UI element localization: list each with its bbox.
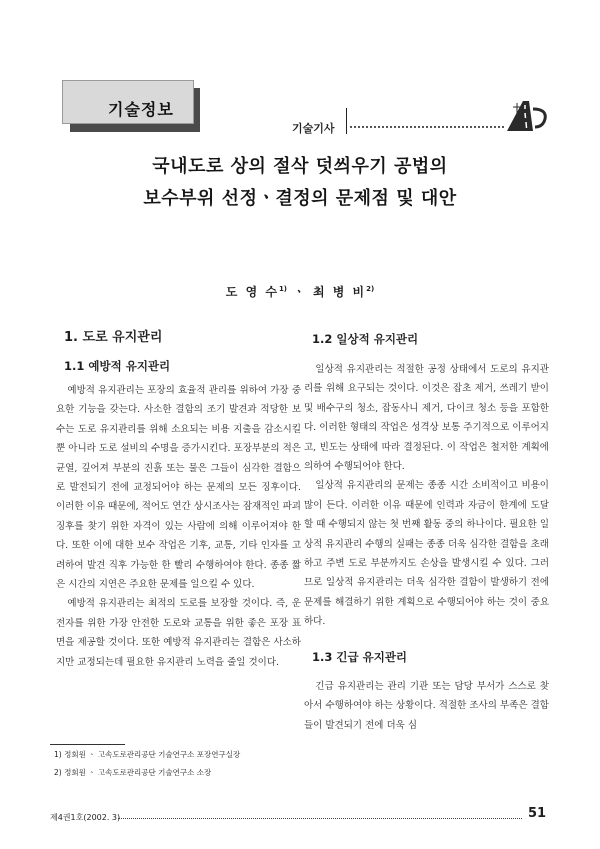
footnote-rule <box>50 744 125 745</box>
article-title-line-2: 보수부위 선정ㆍ결정의 문제점 및 대안 <box>143 188 457 209</box>
paragraph: 예방적 유지관리는 최적의 도로를 보장할 것이다. 즉, 운전자를 위한 가장 안전한 도로와 교통을 위한 좋은 포장 표면을 제공할 것이다. 또한 예방적 유지관리는 결함은 사소하지만 교정되는데 필요한 유지관리 노력을 줄일 것이다. <box>56 598 301 668</box>
subcategory-label: 기술기사 <box>292 122 335 135</box>
authors <box>0 283 600 300</box>
right-column-body-1 <box>304 360 549 632</box>
footnote-1: 1) 정회원 ㆍ 고속도로관리공단 기술연구소 포장연구실장 <box>54 750 241 759</box>
author-2-mark: 2) <box>366 285 375 293</box>
author-1: 도 영 수 <box>225 285 279 299</box>
header-dotted-rule <box>350 126 504 128</box>
header-divider <box>346 108 347 134</box>
paragraph: 예방적 유지관리는 포장의 효율적 관리를 위하여 가장 중요한 기능을 갖는다. 사소한 결함의 조기 발견과 적당한 보수는 도로 유지관리를 위해 소요되는 비용 지출을 감소시킬 뿐 아니라 도로 설비의 수명을 증가시킨다. 포장부분의 적은 균열, 깊어져 부분의 진흙 또는 물은 그들이 심각한 결함으로 발전되기 전에 교정되어야 하는 문제의 모든 징후이다. 이러한 이유 때문에, 적어도 연간 상시조사는 잠재적인 파괴 징후를 찾기 위한 자격이 있는 사람에 의해 이루어져야 한다. 또한 이에 대한 보수 작업은 기후, 교통, 기타 인자를 고려하여 발견 직후 가능한 한 빨리 수행하여야 한다. 종종 짧은 시간의 지연은 주요한 문제를 일으킬 수 있다. <box>56 385 301 591</box>
paragraph: 일상적 유지관리는 적절한 공정 상태에서 도로의 유지관리를 위해 요구되는 것이다. 이것은 잡초 제거, 쓰레기 받이 및 배수구의 청소, 잡동사니 제거, 다이크 청소 등을 포함한다. 이러한 형태의 작업은 성격상 보통 주기적으로 이루어지고, 빈도는 상태에 따라 결정된다. 이 작업은 철저한 계획에 의하여 수행되어야 한다. <box>304 364 549 473</box>
paragraph: 긴급 유지관리는 관리 기관 또는 담당 부서가 스스로 찾아서 수행하여야 하는 상황이다. 적절한 조사의 부족은 결함들이 발견되기 전에 더욱 심 <box>304 680 549 731</box>
left-column-body <box>56 381 301 672</box>
page-number: 51 <box>528 806 547 821</box>
footnote-2: 2) 정회원 ㆍ 고속도로관리공단 기술연구소 소장 <box>54 768 212 777</box>
author-2: 최 병 비 <box>312 285 367 299</box>
section-heading: 1. 도로 유지관리 <box>64 330 163 345</box>
subsection-heading-1-3: 1.3 긴급 유지관리 <box>312 649 408 664</box>
article-title-line-1: 국내도로 상의 절삭 덧씌우기 공법의 <box>152 156 448 177</box>
right-column <box>304 331 549 735</box>
issue-info: 제4권1호(2002. 3) <box>50 813 121 822</box>
subsection-heading-1-1: 1.1 예방적 유지관리 <box>64 359 171 373</box>
category-label: 기술정보 <box>108 100 174 119</box>
footer-dotted-rule <box>118 818 522 819</box>
author-1-mark: 1) <box>278 285 288 293</box>
paragraph: 일상적 유지관리의 문제는 종종 시간 소비적이고 비용이 많이 든다. 이러한 이유 때문에 인력과 자금이 한계에 도달할 때 수행되지 않는 첫 번째 활동 중의 하나이다. 필요한 일상적 유지관리 수행의 실패는 종종 더욱 심각한 결함을 초래하고 주변 도로 부분까지도 손상을 발생시킬 수 있다. 그러므로 일상적 유지관리는 더욱 심각한 결함이 발생하기 전에 문제를 해결하기 위한 계획으로 수행되어야 하는 것이 중요하다. <box>304 480 549 628</box>
author-separator: ㆍ <box>293 285 307 299</box>
left-column <box>56 326 301 672</box>
right-column-body-2 <box>304 677 549 735</box>
road-perspective-icon <box>503 95 549 137</box>
subsection-heading-1-2: 1.2 일상적 유지관리 <box>312 332 419 346</box>
